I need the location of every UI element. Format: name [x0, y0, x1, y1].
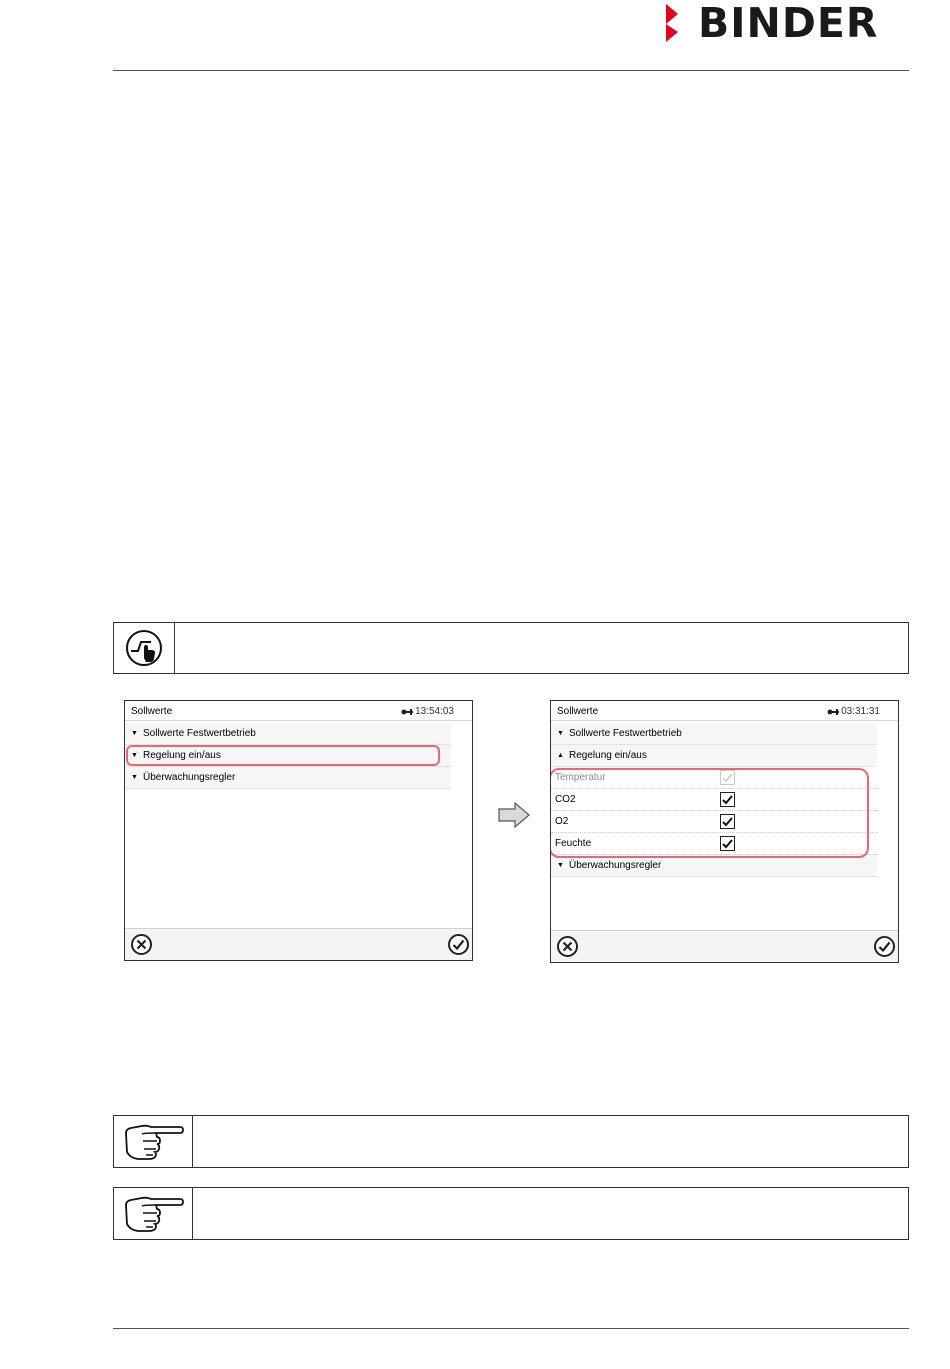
menu-item-fixed-value-setpoints[interactable]: ▼ Sollwerte Festwertbetrieb [551, 723, 877, 745]
instruction-box-touch [113, 622, 909, 674]
instruction-icon-cell [114, 623, 175, 673]
screen-clock [827, 706, 880, 717]
expand-arrow-icon: ▼ [131, 730, 138, 737]
title-divider [125, 720, 472, 721]
highlight-frame [126, 745, 440, 766]
screen-setpoints-expanded [550, 700, 899, 963]
confirm-button[interactable] [873, 935, 896, 958]
pointing-hand-icon [122, 1121, 184, 1163]
note-box-1 [113, 1115, 909, 1168]
expand-arrow-icon: ▼ [557, 730, 564, 737]
screen-time: 03:31:31 [841, 706, 880, 717]
screen-title: Sollwerte [557, 706, 599, 717]
screen-title: Sollwerte [131, 706, 173, 717]
pointing-hand-icon [122, 1193, 184, 1235]
header-divider [113, 70, 909, 71]
screen-footer [551, 930, 898, 962]
expand-arrow-icon: ▼ [131, 752, 138, 759]
menu-item-monitoring-controller[interactable]: ▼ Überwachungsregler [551, 855, 877, 877]
right-arrow-icon [496, 800, 532, 830]
title-divider [551, 720, 898, 721]
note-box-2 [113, 1187, 909, 1240]
note-icon-cell [114, 1116, 193, 1167]
collapse-arrow-icon: ▲ [557, 752, 564, 759]
cancel-button[interactable] [556, 935, 579, 958]
menu-item-fixed-value-setpoints[interactable]: ▼ Sollwerte Festwertbetrieb [125, 723, 451, 745]
option-row-temperature: Temperatur [551, 767, 877, 789]
option-row-humidity: Feuchte [551, 833, 877, 855]
screen-footer [125, 928, 472, 960]
option-row-co2: CO2 [551, 789, 877, 811]
expand-arrow-icon: ▼ [131, 774, 138, 781]
binder-logo-mark-icon [664, 4, 692, 42]
screen-time: 13:54:03 [415, 706, 454, 717]
touch-setpoint-icon [124, 628, 164, 668]
note-icon-cell [114, 1188, 193, 1239]
highlight-frame [550, 768, 869, 858]
menu-item-monitoring-controller[interactable]: ▼ Überwachungsregler [125, 767, 451, 789]
brand-logo-text: BINDER [698, 0, 879, 47]
option-row-o2: O2 [551, 811, 877, 833]
menu-item-control-on-off[interactable]: ▼ Regelung ein/aus [125, 745, 451, 767]
cancel-button[interactable] [130, 933, 153, 956]
footer-divider [113, 1328, 909, 1329]
user-key-icon [827, 707, 839, 717]
user-key-icon [401, 707, 413, 717]
screen-clock [401, 706, 454, 717]
expand-arrow-icon: ▼ [557, 862, 564, 869]
screen-setpoints-collapsed [124, 700, 473, 961]
menu-item-control-on-off[interactable]: ▲ Regelung ein/aus [551, 745, 877, 767]
confirm-button[interactable] [447, 933, 470, 956]
